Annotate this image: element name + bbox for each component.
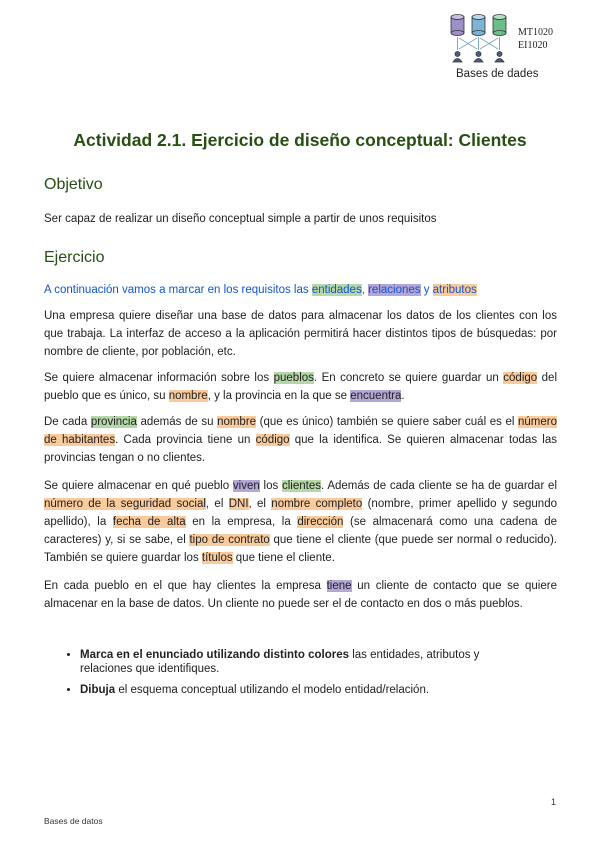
attribute-highlight: número de habitantes bbox=[44, 416, 557, 446]
logo-course-code-1: MT1020 bbox=[518, 27, 553, 38]
text: , el bbox=[248, 498, 272, 510]
text: que la identifica. Se quieren almacenar todas las provincias tengan o no clientes. bbox=[44, 434, 557, 464]
paragraph-2 bbox=[44, 369, 557, 405]
attribute-highlight: nombre bbox=[217, 416, 257, 428]
text: que tiene el cliente (que puede ser normal o reducido). También se quiere guardar los bbox=[44, 534, 557, 564]
task-item bbox=[80, 648, 530, 676]
logo-caption: Bases de dades bbox=[456, 68, 539, 80]
text: Se quiere almacenar en qué pueblo bbox=[44, 480, 233, 492]
text: De cada bbox=[44, 416, 91, 428]
attribute-highlight: código bbox=[255, 434, 290, 446]
legend-attributes: atributos bbox=[432, 284, 477, 296]
paragraph-3 bbox=[44, 413, 557, 467]
task-item bbox=[80, 683, 530, 697]
ejercicio-intro bbox=[44, 281, 557, 299]
entity-highlight: pueblos bbox=[273, 372, 314, 384]
section-heading-objetivo: Objetivo bbox=[44, 176, 103, 193]
intro-and: y bbox=[420, 284, 433, 296]
relation-highlight: encuentra bbox=[350, 390, 402, 402]
text: del pueblo que es único, su bbox=[44, 372, 558, 402]
task-text: las entidades, atributos y relaciones que identifiques. bbox=[80, 649, 480, 675]
attribute-highlight: tipo de contrato bbox=[189, 534, 270, 546]
attribute-highlight: títulos bbox=[201, 552, 233, 564]
entity-highlight: provincia bbox=[90, 416, 137, 428]
footer-label: Bases de datos bbox=[44, 816, 103, 826]
relation-highlight: tiene bbox=[326, 580, 352, 592]
logo-course-code-2: EI1020 bbox=[518, 40, 548, 51]
text: En cada pueblo en el que hay clientes la empresa bbox=[44, 580, 327, 592]
text: los bbox=[259, 480, 282, 492]
paragraph-5 bbox=[44, 577, 557, 613]
page-number: 1 bbox=[551, 797, 557, 807]
text: Se quiere almacenar información sobre los bbox=[44, 372, 274, 384]
task-bold: Dibuja bbox=[80, 684, 116, 696]
text: . Además de cada cliente se ha de guardar el bbox=[321, 480, 557, 492]
text: en la empresa, la bbox=[185, 516, 298, 528]
objetivo-text: Ser capaz de realizar un diseño conceptual simple a partir de unos requisitos bbox=[44, 213, 437, 225]
attribute-highlight: número de la seguridad social bbox=[44, 498, 206, 510]
intro-text: A continuación vamos a marcar en los requisitos las bbox=[44, 284, 312, 296]
text: que tiene el cliente. bbox=[232, 552, 335, 564]
task-text: el esquema conceptual utilizando el modelo entidad/relación. bbox=[115, 684, 430, 696]
attribute-highlight: nombre bbox=[168, 390, 208, 402]
entity-highlight: clientes bbox=[282, 480, 321, 492]
text: . En concreto se quiere guardar un bbox=[313, 372, 504, 384]
attribute-highlight: dirección bbox=[297, 516, 344, 528]
text: un cliente de contacto que se quiere almacenar en la base de datos. Un cliente no puede ser el de contacto en dos o más pueblos. bbox=[44, 580, 557, 610]
task-list bbox=[60, 648, 530, 704]
paragraph-1: Una empresa quiere diseñar una base de datos para almacenar los datos de los clientes con los que trabaja. La interfaz de acceso a la aplicación permitirá hacer distintos tipos de búsquedas: por nombre de cliente, por población, etc. bbox=[44, 310, 557, 358]
task-bold: Marca en el enunciado utilizando distinto colores bbox=[80, 649, 350, 661]
text: además de su bbox=[136, 416, 218, 428]
relation-highlight: viven bbox=[232, 480, 260, 492]
text: (se almacenará como una cadena de caracteres) y, si se sabe, el bbox=[44, 516, 558, 546]
page-title: Actividad 2.1. Ejercicio de diseño conceptual: Clientes bbox=[73, 130, 527, 150]
legend-relations: relaciones bbox=[368, 284, 421, 296]
attribute-highlight: DNI bbox=[228, 498, 249, 510]
text: (que es único) también se quiere saber cuál es el bbox=[256, 416, 518, 428]
section-heading-ejercicio: Ejercicio bbox=[44, 249, 105, 266]
course-logo bbox=[445, 12, 563, 84]
intro-comma: , bbox=[361, 284, 369, 296]
text: . Cada provincia tiene un bbox=[115, 434, 256, 446]
attribute-highlight: nombre completo bbox=[271, 498, 363, 510]
attribute-highlight: código bbox=[503, 372, 538, 384]
attribute-highlight: fecha de alta bbox=[112, 516, 186, 528]
text: , el bbox=[205, 498, 229, 510]
legend-entities: entidades bbox=[311, 284, 362, 296]
text: , y la provincia en la que se bbox=[207, 390, 351, 402]
text: (nombre, primer apellido y segundo apellido), la bbox=[44, 498, 557, 528]
paragraph-4 bbox=[44, 477, 557, 567]
text: . bbox=[401, 390, 405, 402]
database-network-icon bbox=[445, 12, 515, 68]
